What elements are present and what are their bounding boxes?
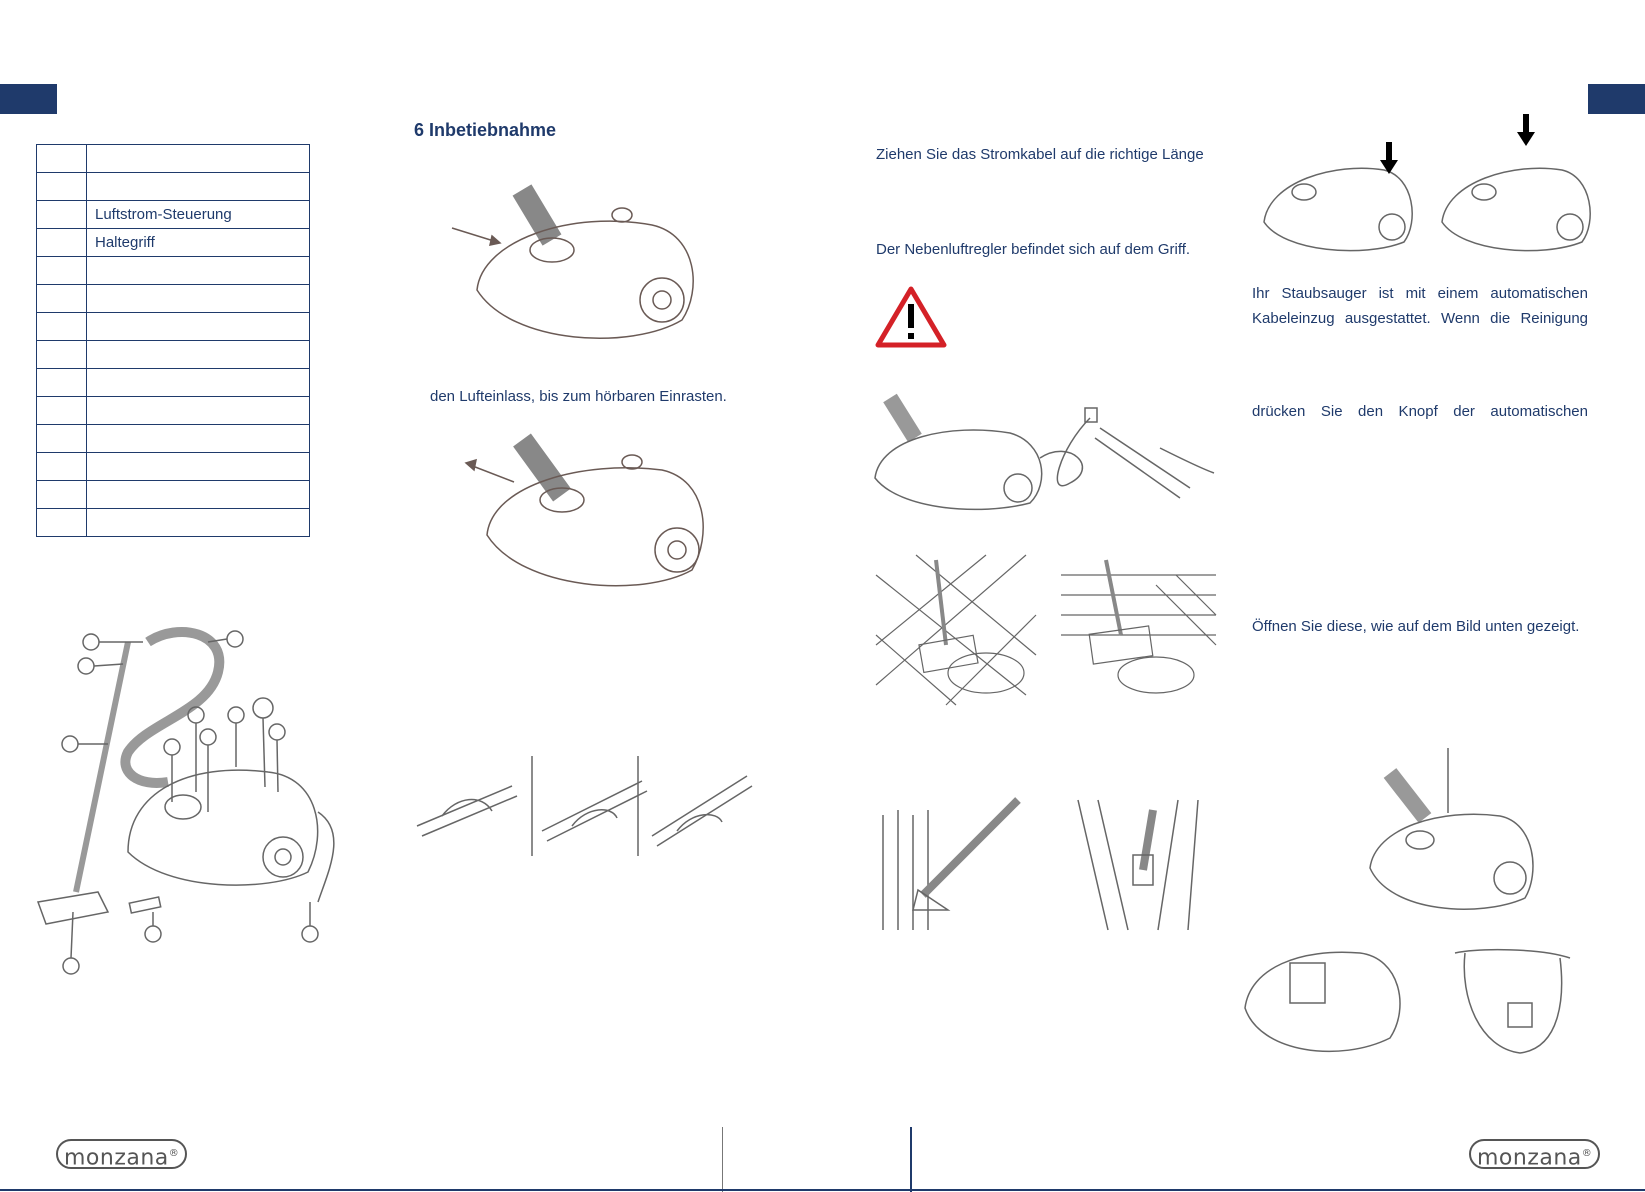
part-number-cell xyxy=(37,453,87,481)
left-corner-tab xyxy=(0,84,57,114)
floor-nozzle-figures xyxy=(876,555,1216,705)
part-name-cell xyxy=(87,397,310,425)
part-name-cell xyxy=(87,341,310,369)
part-name-cell: Haltegriff xyxy=(87,229,310,257)
part-number-cell xyxy=(37,397,87,425)
bottom-rule xyxy=(0,1189,1645,1191)
secondary-air-text: Der Nebenluftregler befindet sich auf dem Griff. xyxy=(876,241,1191,258)
part-number-cell xyxy=(37,145,87,173)
part-number-cell xyxy=(37,425,87,453)
parts-table-row xyxy=(37,257,310,285)
logo-wordmark-left: monzana xyxy=(64,1145,169,1171)
vacuum-hose-insert-figure xyxy=(452,180,704,350)
part-name-cell: Luftstrom-Steuerung xyxy=(87,201,310,229)
part-number-cell xyxy=(37,229,87,257)
parts-table-row xyxy=(37,509,310,537)
part-number-cell xyxy=(37,369,87,397)
part-number-cell xyxy=(37,313,87,341)
page-divider-left xyxy=(722,1127,723,1192)
parts-table-row xyxy=(37,369,310,397)
part-number-cell xyxy=(37,341,87,369)
parts-table-row xyxy=(37,201,310,229)
part-number-cell xyxy=(37,509,87,537)
part-name-cell xyxy=(87,285,310,313)
parts-table-row xyxy=(37,397,310,425)
parts-table-row xyxy=(37,313,310,341)
part-name-cell xyxy=(87,369,310,397)
vacuum-hose-remove-figure xyxy=(462,430,724,598)
part-name-cell xyxy=(87,509,310,537)
cable-length-text: Ziehen Sie das Stromkabel auf die richtige Länge xyxy=(876,146,1204,163)
cable-rewind-press-figure xyxy=(1254,112,1594,258)
part-name-cell xyxy=(87,257,310,285)
logo-wordmark-right: monzana xyxy=(1477,1145,1582,1171)
parts-table xyxy=(36,144,310,537)
tube-assembly-figures xyxy=(412,756,752,856)
cable-plug-figure xyxy=(870,398,1214,516)
crevice-and-brush-figures xyxy=(878,800,1218,935)
part-name-cell xyxy=(87,481,310,509)
parts-table-row xyxy=(37,481,310,509)
parts-table-row xyxy=(37,341,310,369)
monzana-logo-right xyxy=(1469,1139,1600,1169)
open-cover-text: Öffnen Sie diese, wie auf dem Bild unten gezeigt. xyxy=(1252,618,1580,635)
parts-table-row xyxy=(37,229,310,257)
press-button-text: drücken Sie den Knopf der automatischen xyxy=(1252,403,1588,420)
dustbag-open-figure xyxy=(1240,748,1614,1063)
registered-mark-left: ® xyxy=(168,1148,180,1159)
parts-table-row xyxy=(37,453,310,481)
part-name-cell xyxy=(87,173,310,201)
registered-mark-right: ® xyxy=(1581,1148,1593,1159)
part-number-cell xyxy=(37,285,87,313)
part-name-cell xyxy=(87,145,310,173)
vacuum-overview-figure xyxy=(28,612,358,982)
parts-table-row xyxy=(37,425,310,453)
part-name-cell xyxy=(87,453,310,481)
right-corner-tab xyxy=(1588,84,1645,114)
rewind-paragraph-line2: Kabeleinzug ausgestattet. Wenn die Reinigung xyxy=(1252,310,1588,327)
parts-table-row xyxy=(37,145,310,173)
part-name-cell xyxy=(87,425,310,453)
part-number-cell xyxy=(37,257,87,285)
part-name-cell xyxy=(87,313,310,341)
caption-air-inlet: den Lufteinlass, bis zum hörbaren Einrasten. xyxy=(430,388,727,405)
part-number-cell xyxy=(37,481,87,509)
parts-table-row xyxy=(37,173,310,201)
page-divider-right xyxy=(910,1127,912,1192)
part-number-cell xyxy=(37,173,87,201)
parts-table-row xyxy=(37,285,310,313)
part-number-cell xyxy=(37,201,87,229)
rewind-paragraph-line1: Ihr Staubsauger ist mit einem automatischen xyxy=(1252,285,1588,302)
section-heading: 6 Inbetiebnahme xyxy=(414,120,557,140)
warning-triangle-icon xyxy=(875,286,947,348)
monzana-logo-left xyxy=(56,1139,187,1169)
